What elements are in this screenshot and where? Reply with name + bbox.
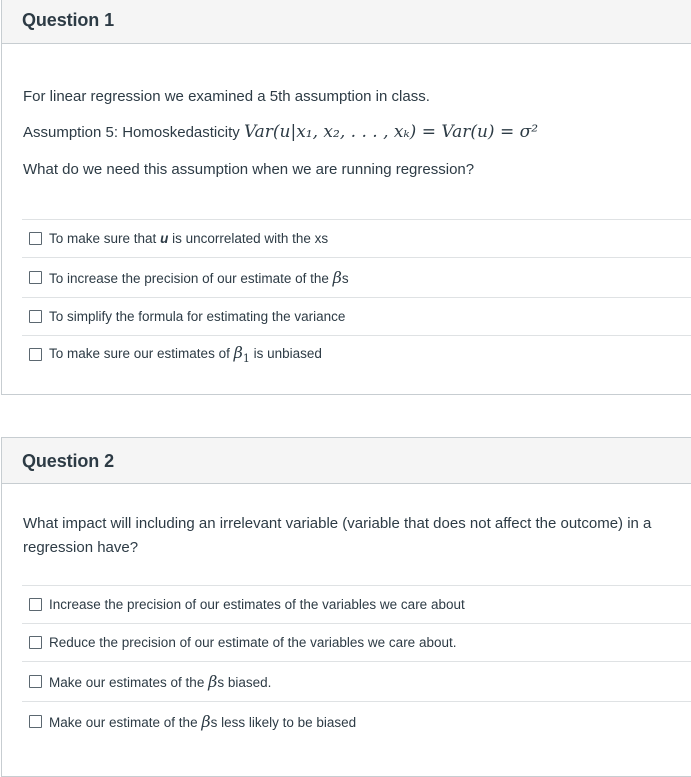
q1-answer-4-checkbox[interactable] xyxy=(29,348,42,361)
q2-answer-2-checkbox[interactable] xyxy=(29,636,42,649)
question-2-answers xyxy=(22,585,691,741)
question-1-header xyxy=(2,0,691,44)
q1-answer-4[interactable] xyxy=(22,335,691,373)
q2-answer-4-label: Make our estimate of the βs less likely to be biased xyxy=(49,712,357,731)
q1-answer-3[interactable] xyxy=(22,297,691,335)
q1-answer-2-label: To increase the precision of our estimate of the βs xyxy=(49,268,349,287)
q2-answer-2-label: Reduce the precision of our estimate of the variables we care about. xyxy=(49,635,457,650)
q1-answer-3-label: To simplify the formula for estimating the variance xyxy=(49,309,346,324)
q2-answer-1-checkbox[interactable] xyxy=(29,598,42,611)
homoskedasticity-formula: Var(u|x₁, x₂, . . . , xₖ) = Var(u) = σ² xyxy=(243,122,539,142)
q1-answer-1-checkbox[interactable] xyxy=(29,232,42,245)
question-2-title: Question 2 xyxy=(22,451,115,471)
q1-answer-2-checkbox[interactable] xyxy=(29,271,42,284)
q1-answer-4-label: To make sure our estimates of $\beta_1$ is unbiased xyxy=(49,343,322,366)
question-1-answers xyxy=(22,219,691,373)
q1-answer-1-label: To make sure that u is uncorrelated with the xs xyxy=(49,231,329,246)
q2-answer-4[interactable] xyxy=(22,701,691,741)
q2-answer-4-checkbox[interactable] xyxy=(29,715,42,728)
question-1-card xyxy=(1,0,691,395)
question-2-prompt: What impact will including an irrelevant variable (variable that does not affect the outcome) in a regression have? xyxy=(23,515,652,556)
assumption-label: Assumption 5: Homoskedasticity xyxy=(23,124,240,141)
question-1-prompt: What do we need this assumption when we are running regression? xyxy=(23,161,475,178)
q1-answer-1[interactable] xyxy=(22,219,691,257)
question-2-card xyxy=(1,437,691,777)
q2-answer-2[interactable] xyxy=(22,623,691,661)
question-2-header xyxy=(2,438,691,484)
q1-answer-2[interactable] xyxy=(22,257,691,297)
q2-answer-1-label: Increase the precision of our estimates of the variables we care about xyxy=(49,597,465,612)
question-1-intro: For linear regression we examined a 5th assumption in class. xyxy=(23,88,430,105)
q1-answer-3-checkbox[interactable] xyxy=(29,310,42,323)
q2-answer-3[interactable] xyxy=(22,661,691,701)
question-1-title: Question 1 xyxy=(22,10,115,30)
question-1-assumption xyxy=(23,120,538,145)
q2-answer-3-label: Make our estimates of the βs biased. xyxy=(49,672,272,691)
q2-answer-3-checkbox[interactable] xyxy=(29,675,42,688)
q2-answer-1[interactable] xyxy=(22,585,691,623)
